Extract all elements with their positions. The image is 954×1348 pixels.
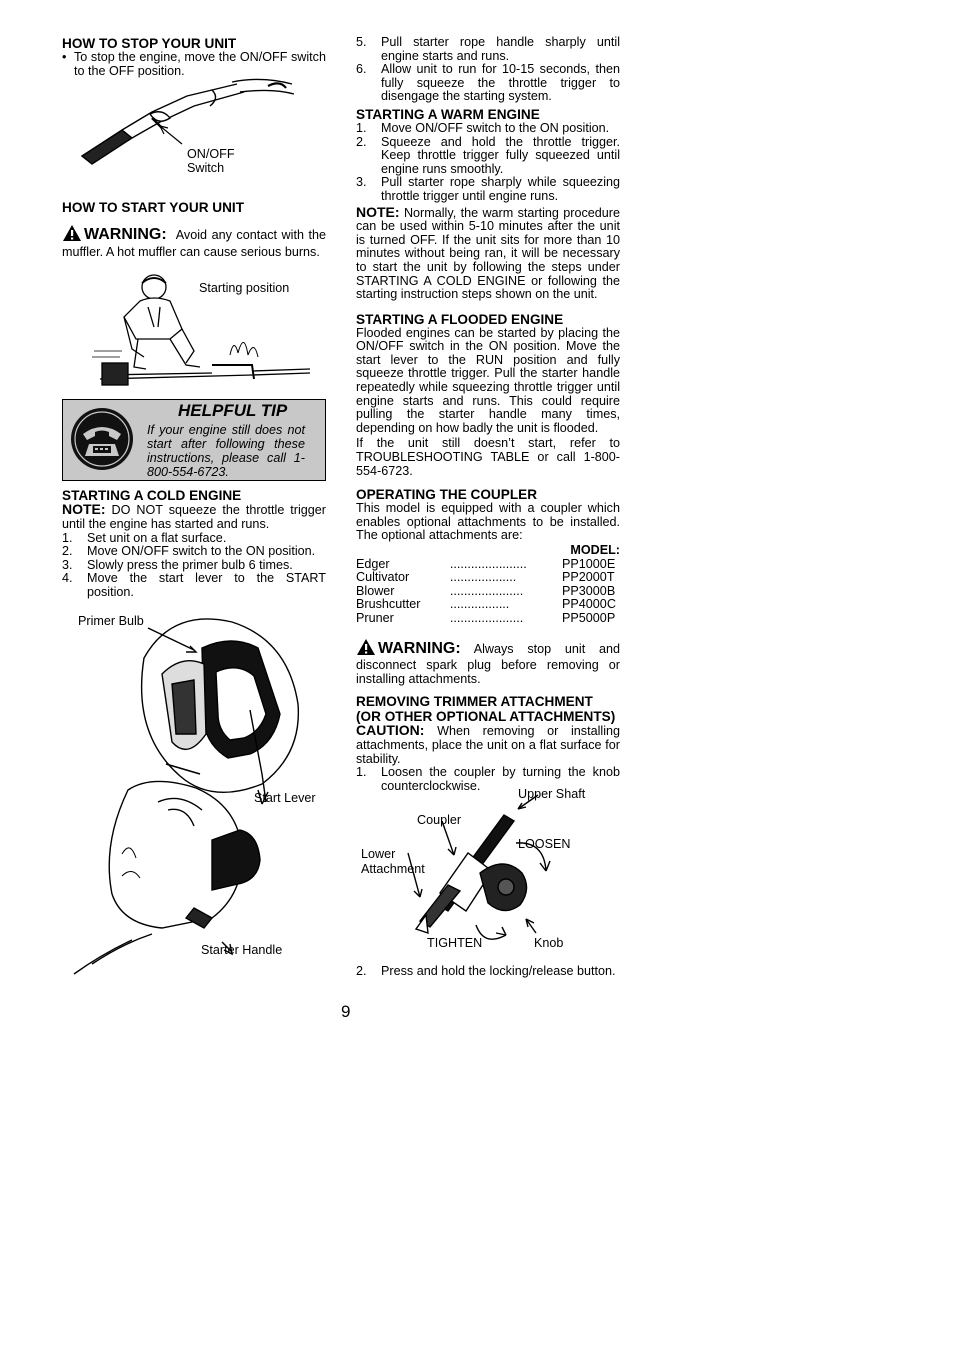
list-item: [62, 532, 326, 546]
removing-heading: REMOVING TRIMMER ATTACHMENT (OR OTHER OPTIONAL ATTACHMENTS): [356, 694, 616, 725]
model-leader-dots: .................: [449, 598, 510, 612]
model-leader-dots: .....................: [449, 584, 524, 598]
note-text: DO NOT squeeze the throttle trigger until the engine has started and runs.: [62, 503, 327, 531]
cold-engine-note: [62, 503, 326, 531]
step-number: 3.: [356, 175, 367, 190]
warning-label: WARNING:: [84, 226, 167, 244]
table-row: [356, 571, 620, 585]
note-label: NOTE:: [62, 501, 106, 518]
table-row: [356, 585, 620, 599]
knob-label: Knob: [534, 936, 564, 951]
primer-bulb-label: Primer Bulb: [78, 613, 144, 628]
coupler-illustration: [356, 793, 620, 965]
step-text: Pull starter rope sharply while squeezing throttle trigger until engine runs.: [381, 175, 620, 203]
flooded-engine-text: Flooded engines can be started by placing the ON/OFF switch in the ON position. Move the start lever to the RUN position and fully squeeze throttle trigger. Pull the starter handle repeatedly while squeezing throttle trigger until engine starts and runs. This could require pulling the starter handle many times, depending on how badly the unit is flooded.: [356, 325, 620, 435]
start-warning: [62, 224, 326, 259]
list-item: [356, 122, 620, 136]
cold-engine-steps: [62, 532, 326, 600]
step-number: 5.: [356, 35, 367, 49]
stop-heading: HOW TO STOP YOUR UNIT: [62, 36, 237, 51]
step-text: Move ON/OFF switch to the ON position.: [87, 544, 316, 559]
start-heading: HOW TO START YOUR UNIT: [62, 200, 245, 216]
model-number: PP4000C: [562, 597, 616, 612]
removing-caution: [356, 724, 620, 766]
model-number: PP1000E: [562, 556, 616, 571]
flooded-engine-heading: STARTING A FLOODED ENGINE: [356, 311, 564, 327]
model-leader-dots: .....................: [449, 611, 524, 625]
step-number: 2.: [356, 964, 367, 979]
coupler-label: Coupler: [417, 813, 462, 828]
start-lever-label: Start Lever: [254, 790, 316, 805]
starting-position-figure: [62, 267, 326, 397]
model-name: Brushcutter: [356, 597, 421, 612]
starting-position-label: Starting position: [199, 281, 290, 296]
step-text: Loosen the coupler by turning the knob counterclockwise.: [381, 765, 620, 793]
switch-label: Switch: [187, 161, 225, 176]
helpful-tip-title: HELPFUL TIP: [178, 401, 288, 421]
warning-icon: [62, 224, 82, 246]
engine-controls-figure: [62, 614, 326, 994]
stop-bullets: [62, 51, 326, 78]
cold-engine-steps-continued: [356, 36, 620, 104]
table-row: [356, 558, 620, 572]
coupler-figure: [356, 787, 620, 965]
step-text: Slowly press the primer bulb 6 times.: [87, 557, 293, 572]
attachment-label: Attachment: [361, 862, 425, 877]
table-row: [356, 612, 620, 626]
removing-steps-continued: [356, 965, 620, 979]
model-number: PP3000B: [562, 583, 616, 598]
attachment-models-table: [356, 544, 620, 626]
coupler-heading: OPERATING THE COUPLER: [356, 487, 538, 503]
step-number: 1.: [356, 765, 367, 780]
warm-engine-note: [356, 203, 621, 302]
list-item: [356, 136, 620, 177]
on-off-label: ON/OFF: [187, 147, 235, 162]
coupler-intro: This model is equipped with a coupler which enables optional attachments to be installed. The optional attachments are:: [356, 501, 620, 543]
step-number: 3.: [62, 557, 73, 572]
list-item: [356, 63, 620, 104]
step-text: Set unit on a flat surface.: [87, 530, 227, 545]
flooded-engine-followup: If the unit still doesn’t start, refer to TROUBLESHOOTING TABLE or call 1-800-554-6723.: [356, 436, 620, 478]
list-item: [62, 545, 326, 559]
caution-text: When removing or installing attachments, place the unit on a flat surface for stability.: [356, 724, 620, 766]
step-text: Pull starter rope handle sharply until engine starts and runs.: [381, 35, 620, 63]
step-number: 1.: [356, 120, 367, 135]
step-text: Press and hold the locking/release button.: [381, 964, 616, 979]
warm-engine-steps: [356, 122, 620, 204]
on-off-switch-figure: [62, 78, 326, 188]
lower-label: Lower: [361, 847, 396, 862]
helpful-tip-box: [62, 399, 326, 481]
table-row: [356, 598, 620, 612]
list-item: [356, 176, 620, 203]
list-item: [356, 36, 620, 63]
list-item: [62, 559, 326, 573]
model-column-header: MODEL:: [570, 543, 620, 557]
step-number: 4.: [62, 571, 73, 586]
warning-text: Avoid any contact with the muffler. A hot muffler can cause serious burns.: [62, 228, 326, 259]
model-name: Blower: [356, 583, 395, 598]
step-text: Move the start lever to the START position.: [87, 571, 326, 599]
loosen-label: LOOSEN: [518, 837, 571, 852]
step-text: Move ON/OFF switch to the ON position.: [381, 120, 610, 135]
caution-label: CAUTION:: [356, 722, 425, 739]
page-number: 9: [341, 1002, 351, 1021]
step-number: 2.: [62, 544, 73, 559]
note-text: Normally, the warm starting procedure can be used within 5-10 minutes after the unit is turned OFF. If the unit sits for more than 10 minutes without being ran, it will be necessary to start the unit by following the steps under STARTING A COLD ENGINE or following the starting instruction steps shown on the unit.: [356, 205, 621, 302]
upper-shaft-label: Upper Shaft: [518, 787, 586, 802]
warning-icon: [356, 638, 376, 660]
warning-label: WARNING:: [378, 639, 461, 657]
model-leader-dots: ......................: [449, 557, 527, 571]
helpful-tip-text: If your engine still does not start after following these instructions, please call 1-800-554-6723.: [147, 423, 305, 480]
model-name: Cultivator: [356, 570, 410, 585]
list-item: [356, 965, 620, 979]
left-column: [62, 36, 326, 994]
stop-bullet-text: To stop the engine, move the ON/OFF switch to the OFF position.: [74, 50, 326, 78]
cold-engine-heading: STARTING A COLD ENGINE: [62, 488, 242, 504]
step-number: 6.: [356, 62, 367, 77]
note-label: NOTE:: [356, 203, 400, 220]
warm-engine-heading: STARTING A WARM ENGINE: [356, 106, 540, 122]
warning-text: Always stop unit and disconnect spark plug before removing or installing attachments.: [356, 641, 620, 686]
list-item: • To stop the engine, move the ON/OFF switch to the OFF position.: [62, 50, 326, 78]
right-column: [356, 36, 620, 979]
step-number: 2.: [356, 134, 367, 149]
step-text: Allow unit to run for 10-15 seconds, then fully squeeze the throttle trigger to disengage the starting system.: [381, 62, 620, 104]
list-item: [62, 572, 326, 599]
model-name: Pruner: [356, 610, 394, 625]
step-text: Squeeze and hold the throttle trigger. Keep throttle trigger fully squeezed until engine runs smoothly.: [381, 134, 620, 176]
model-number: PP2000T: [562, 570, 615, 585]
model-name: Edger: [356, 556, 390, 571]
telephone-icon: [69, 406, 135, 476]
tighten-label: TIGHTEN: [427, 936, 483, 951]
model-number: PP5000P: [562, 610, 616, 625]
model-leader-dots: ...................: [449, 571, 517, 585]
coupler-warning: [356, 638, 620, 687]
step-number: 1.: [62, 530, 73, 545]
starter-handle-label: Starter Handle: [201, 942, 283, 957]
